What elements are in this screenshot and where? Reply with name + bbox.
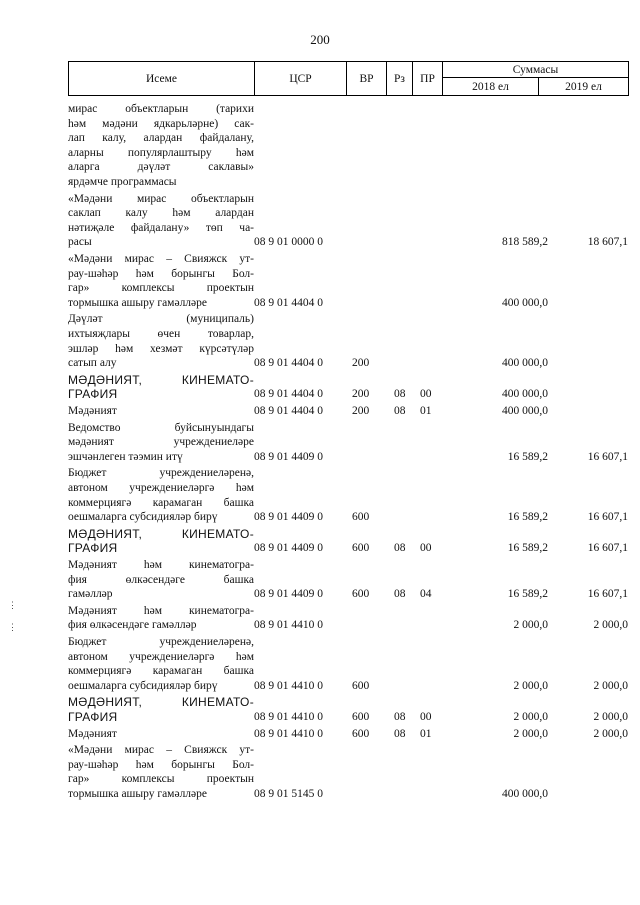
row-sum-2018: 16 589,2 — [507, 588, 548, 601]
row-csr: 08 9 01 4404 0 — [254, 357, 323, 370]
row-name-line: рау-шәһәр һәм борынгы Бол- — [68, 758, 254, 771]
row-name-line: нәтиҗәле файдалану» төп ча- — [68, 221, 254, 234]
row-name-line: лап калу, алардан файдалану, — [68, 132, 254, 145]
row-pr: 00 — [420, 542, 432, 555]
row-name — [68, 558, 254, 602]
row-name — [68, 743, 254, 801]
row-name-line: тормышка ашыру гамәлләре — [68, 296, 207, 309]
row-vr: 600 — [352, 710, 370, 723]
row-pr: 01 — [420, 727, 432, 740]
header-vr: ВР — [347, 62, 387, 96]
budget-table — [68, 61, 628, 800]
row-name-line: Бюджет учреждениеләренә, — [68, 467, 254, 480]
row-name-line: саклап калу һәм алардан — [68, 207, 254, 220]
row-name-line: ГРАФИЯ — [68, 541, 118, 556]
row-vr: 600 — [352, 511, 370, 524]
row-name-line: Мәдәният һәм кинематогра- — [68, 559, 254, 571]
row-sum-2018: 400 000,0 — [502, 388, 548, 401]
row-sum-2018: 16 589,2 — [507, 511, 548, 524]
table-row — [68, 373, 628, 402]
row-name-line: эшчәнлеген тәэмин итү — [68, 450, 183, 463]
row-sum-2019: 16 607,1 — [587, 588, 628, 601]
row-name-line: гамәлләр — [68, 588, 113, 601]
row-pr: 00 — [420, 710, 432, 723]
header-year-2019: 2019 ел — [539, 78, 629, 96]
row-sum-2019: 16 607,1 — [587, 511, 628, 524]
header-year-2018: 2018 ел — [443, 78, 539, 96]
row-sum-2018: 400 000,0 — [502, 357, 548, 370]
row-rz: 08 — [394, 710, 406, 723]
row-sum-2019: 16 607,1 — [587, 542, 628, 555]
row-name-line: МӘДӘНИЯТ, КИНЕМАТО- — [68, 526, 254, 541]
row-name — [68, 466, 254, 524]
table-row — [68, 421, 628, 465]
table-row — [68, 102, 628, 190]
table-header — [68, 61, 629, 96]
row-vr: 200 — [352, 388, 370, 401]
row-name — [68, 421, 254, 465]
row-vr: 600 — [352, 727, 370, 740]
row-name-line: гар» комплексы проектын — [68, 773, 254, 786]
row-name — [68, 312, 254, 370]
row-name — [68, 727, 254, 742]
row-csr: 08 9 01 0000 0 — [254, 236, 323, 249]
row-name — [68, 695, 254, 724]
row-name-line: коммерциягә карамаган башка — [68, 496, 254, 509]
table-row — [68, 312, 628, 370]
row-name-line: фия өлкәсендәге башка — [68, 573, 254, 586]
row-name-line: мирас объектларын (тарихи — [68, 103, 254, 115]
row-name — [68, 252, 254, 310]
binding-dots-left-2: ⋮ — [8, 622, 17, 632]
row-pr: 01 — [420, 405, 432, 417]
row-sum-2018: 2 000,0 — [513, 710, 548, 723]
row-name-line: сатып алу — [68, 357, 117, 370]
row-name-line: ярдәмче программасы — [68, 175, 177, 188]
row-rz: 08 — [394, 388, 406, 401]
table-row — [68, 635, 628, 693]
header-rz: Рз — [387, 62, 413, 96]
row-name-line: автоном учреждениеләргә һәм — [68, 481, 254, 494]
row-name-line: «Мәдәни мирас объектларын — [68, 192, 254, 205]
row-sum-2018: 400 000,0 — [502, 296, 548, 309]
row-vr: 200 — [352, 357, 370, 370]
table-row — [68, 192, 628, 250]
row-csr: 08 9 01 4410 0 — [254, 710, 323, 723]
row-rz: 08 — [394, 588, 406, 601]
row-name-line: оешмаларга субсидияләр бирү — [68, 679, 218, 692]
row-sum-2018: 400 000,0 — [502, 405, 548, 417]
row-name-line: аларны популярлаштыру һәм — [68, 146, 254, 159]
row-sum-2018: 400 000,0 — [502, 787, 548, 800]
row-sum-2018: 16 589,2 — [507, 450, 548, 463]
row-csr: 08 9 01 4409 0 — [254, 588, 323, 601]
row-name — [68, 373, 254, 402]
table-row — [68, 695, 628, 724]
row-sum-2019: 18 607,1 — [587, 236, 628, 249]
row-csr: 08 9 01 4404 0 — [254, 296, 323, 309]
row-name-line: МӘДӘНИЯТ, КИНЕМАТО- — [68, 695, 254, 710]
row-vr: 600 — [352, 679, 370, 692]
row-rz: 08 — [394, 542, 406, 555]
row-name-line: һәм мәдәни ядкарьләрне) сак- — [68, 117, 254, 130]
table-row — [68, 604, 628, 633]
row-name-line: мәдәният учреждениеләре — [68, 436, 254, 449]
row-pr: 00 — [420, 388, 432, 401]
row-name-line: Мәдәният һәм кинематогра- — [68, 604, 254, 617]
row-name — [68, 635, 254, 693]
page-number: 200 — [310, 32, 330, 47]
row-csr: 08 9 01 4410 0 — [254, 619, 323, 632]
row-name-line: Бюджет учреждениеләренә, — [68, 636, 254, 648]
row-rz: 08 — [394, 727, 406, 740]
row-rz: 08 — [394, 405, 406, 417]
row-name-line: оешмаларга субсидияләр бирү — [68, 511, 218, 524]
table-row — [68, 743, 628, 801]
row-sum-2019: 2 000,0 — [593, 679, 628, 692]
row-csr: 08 9 01 4409 0 — [254, 542, 323, 555]
row-sum-2019: 2 000,0 — [593, 710, 628, 723]
row-name-line: Мәдәният — [68, 727, 117, 740]
row-name-line: ГРАФИЯ — [68, 387, 118, 402]
row-csr: 08 9 01 4409 0 — [254, 450, 323, 463]
row-csr: 08 9 01 4404 0 — [254, 388, 323, 401]
row-sum-2018: 16 589,2 — [507, 542, 548, 555]
row-name — [68, 527, 254, 556]
row-csr: 08 9 01 4409 0 — [254, 511, 323, 524]
table-row — [68, 252, 628, 310]
row-name-line: МӘДӘНИЯТ, КИНЕМАТО- — [68, 372, 254, 387]
row-vr: 600 — [352, 588, 370, 601]
row-name-line: эшләр һәм хезмәт күрсәтүләр — [68, 342, 254, 355]
row-name-line: Дәүләт (муниципаль) — [68, 313, 254, 326]
row-csr: 08 9 01 4410 0 — [254, 727, 323, 740]
row-name-line: Мәдәният — [68, 405, 117, 417]
row-name-line: автоном учреждениеләргә һәм — [68, 650, 254, 663]
row-sum-2018: 818 589,2 — [502, 236, 548, 249]
row-name — [68, 102, 254, 190]
table-row — [68, 404, 628, 419]
table-row — [68, 727, 628, 742]
binding-dots-left: ⋮ — [8, 600, 17, 610]
row-name — [68, 604, 254, 633]
row-sum-2019: 2 000,0 — [593, 727, 628, 740]
row-sum-2019: 16 607,1 — [587, 450, 628, 463]
row-sum-2018: 2 000,0 — [513, 727, 548, 740]
row-pr: 04 — [420, 588, 432, 601]
row-name-line: аларга дәүләт саклавы» — [68, 161, 254, 174]
row-name-line: рау-шәһәр һәм борынгы Бол- — [68, 267, 254, 280]
row-name-line: расы — [68, 236, 92, 249]
row-name-line: фия өлкәсендәге гамәлләр — [68, 619, 197, 632]
table-row — [68, 466, 628, 524]
row-name-line: «Мәдәни мирас – Свияжск ут- — [68, 744, 254, 757]
row-vr: 200 — [352, 405, 370, 417]
header-sums: Суммасы — [443, 62, 629, 78]
row-name-line: «Мәдәни мирас – Свияжск ут- — [68, 253, 254, 265]
row-sum-2018: 2 000,0 — [513, 619, 548, 632]
row-name-line: ГРАФИЯ — [68, 709, 118, 724]
table-row — [68, 558, 628, 602]
row-sum-2019: 2 000,0 — [593, 619, 628, 632]
row-name-line: коммерциягә карамаган башка — [68, 665, 254, 678]
row-name — [68, 404, 254, 419]
table-row — [68, 527, 628, 556]
row-csr: 08 9 01 4404 0 — [254, 405, 323, 417]
row-sum-2018: 2 000,0 — [513, 679, 548, 692]
header-name: Исеме — [69, 62, 255, 96]
row-name — [68, 192, 254, 250]
row-name-line: ихтыяҗлары өчен товарлар, — [68, 327, 254, 340]
row-name-line: тормышка ашыру гамәлләре — [68, 787, 207, 800]
row-name-line: Ведомство буйсынуындагы — [68, 421, 254, 434]
row-csr: 08 9 01 4410 0 — [254, 679, 323, 692]
row-vr: 600 — [352, 542, 370, 555]
header-csr: ЦСР — [255, 62, 347, 96]
row-csr: 08 9 01 5145 0 — [254, 787, 323, 800]
row-name-line: гар» комплексы проектын — [68, 282, 254, 295]
header-pr: ПР — [413, 62, 443, 96]
